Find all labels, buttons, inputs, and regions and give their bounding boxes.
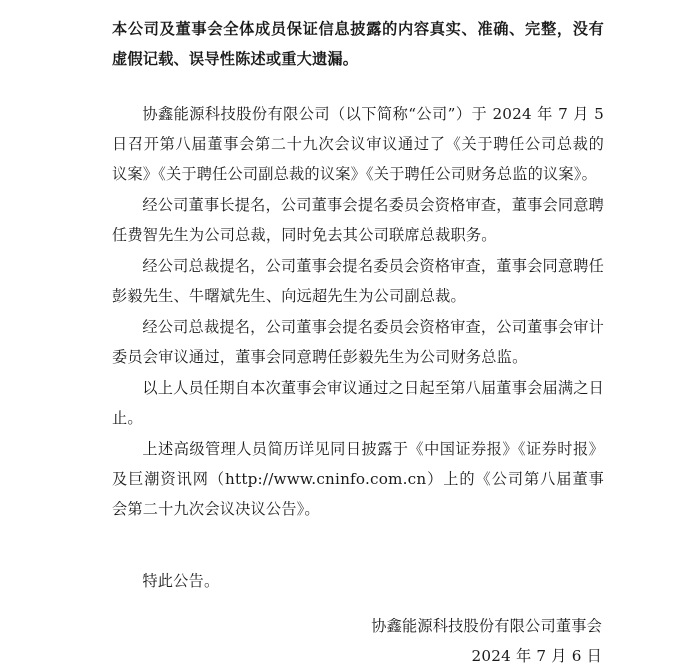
- paragraph-guarantee-statement: 本公司及董事会全体成员保证信息披露的内容真实、准确、完整，没有虚假记载、误导性陈述或重大遗漏。: [112, 20, 604, 68]
- signature-company: 协鑫能源科技股份有限公司董事会: [371, 617, 602, 636]
- notice-line: 特此公告。: [142, 572, 220, 591]
- paragraph-disclosure-media: 上述高级管理人员简历详见同日披露于《中国证券报》《证券时报》及巨潮资讯网（http://www.cninfo.com.cn）上的《公司第八届董事会第二十九次会议决议公告》。: [112, 440, 604, 518]
- paragraph-cfo-appointment: 经公司总裁提名，公司董事会提名委员会资格审查，公司董事会审计委员会审议通过，董事会同意聘任彭毅先生为公司财务总监。: [112, 318, 605, 366]
- paragraph-spacer: [112, 90, 604, 99]
- paragraph-vice-president-appointment: 经公司总裁提名，公司董事会提名委员会资格审查，董事会同意聘任彭毅先生、牛曙斌先生、向远超先生为公司副总裁。: [112, 257, 605, 305]
- signature-date: 2024 年 7 月 6 日: [471, 647, 602, 666]
- paragraph-term-of-office: 以上人员任期自本次董事会审议通过之日起至第八届董事会届满之日止。: [112, 379, 605, 427]
- paragraph-meeting-resolution: 协鑫能源科技股份有限公司（以下简称“公司”）于 2024 年 7 月 5 日召开第八届董事会第二十九次会议审议通过了《关于聘任公司总裁的议案》《关于聘任公司副总裁的议案》《关于聘任公司财务总监的议案》。: [112, 105, 604, 183]
- notice-spacer: [112, 525, 604, 551]
- paragraph-president-appointment: 经公司董事长提名，公司董事会提名委员会资格审查，董事会同意聘任费智先生为公司总裁，同时免去其公司联席总裁职务。: [112, 196, 605, 244]
- signature-block: [112, 611, 604, 671]
